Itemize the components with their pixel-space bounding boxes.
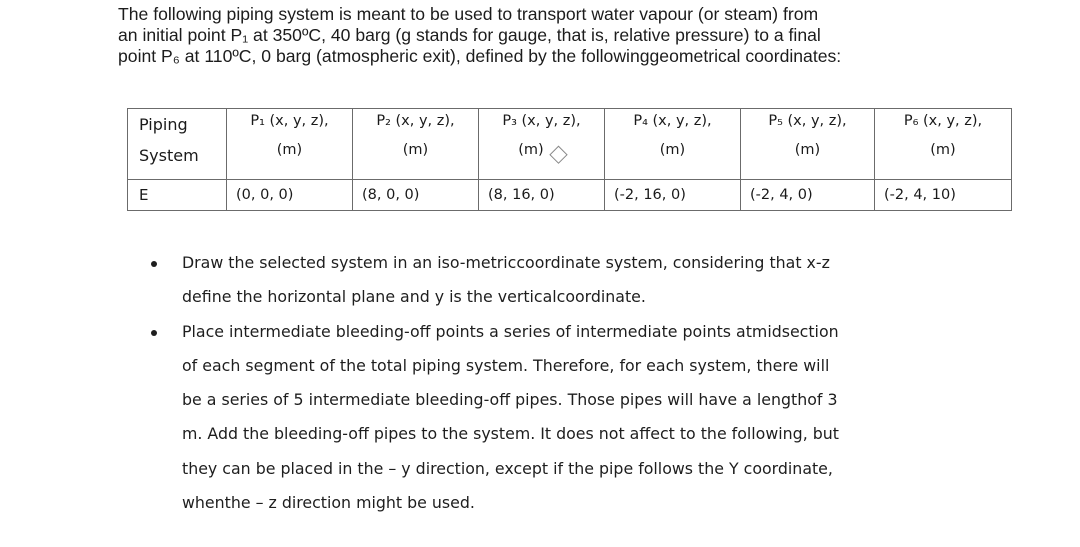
header-p3-label: P₃ (x, y, z), (502, 113, 581, 129)
task-line: Draw the selected system in an iso-metriccoordinate system, considering that x-z (182, 253, 830, 272)
header-p2-label: P₂ (x, y, z), (376, 113, 455, 129)
cursor-icon (549, 145, 567, 163)
header-p2-unit: (m) (402, 142, 429, 158)
header-p6-unit: (m) (930, 142, 956, 158)
row-p2-cell: (8, 0, 0) (353, 180, 479, 211)
row-p3-cell: (8, 16, 0) (479, 180, 605, 211)
header-p1-label: P₁ (x, y, z), (250, 113, 329, 129)
header-p6-label: P₆ (x, y, z), (903, 113, 983, 129)
intro-line: The following piping system is meant to be used to transport water vapour (or steam) from (118, 4, 819, 24)
header-p3-unit-text: (m) (518, 142, 544, 158)
row-p6-cell: (-2, 4, 10) (875, 180, 1012, 211)
header-p4-label: P₄ (x, y, z), (633, 113, 712, 129)
header-p5-unit: (m) (794, 142, 821, 158)
intro-line: an initial point P₁ at 350ºC, 40 barg (g stands for gauge, that is, relative pressure) to a final (118, 25, 821, 45)
header-p1 (227, 109, 353, 180)
intro-paragraph (118, 4, 1068, 67)
task-line: Place intermediate bleeding-off points a series of intermediate points atmidsection (182, 321, 839, 341)
header-piping-system (128, 109, 227, 180)
header-p4-unit: (m) (659, 142, 686, 158)
header-p3 (479, 109, 605, 180)
task-line: be a series of 5 intermediate bleeding-off pipes. Those pipes will have a lengthof 3 (182, 390, 838, 410)
task-line: whenthe – z direction might be used. (182, 493, 475, 513)
header-p1-unit: (m) (276, 142, 303, 158)
bullet-icon (151, 330, 157, 336)
row-p1-cell: (0, 0, 0) (227, 180, 353, 211)
table-row (128, 180, 1012, 211)
header-p5-label: P₅ (x, y, z), (768, 113, 847, 129)
row-p4-cell: (-2, 16, 0) (605, 180, 741, 211)
header-piping-label: Piping (139, 115, 188, 134)
task-line: define the horizontal plane and y is the verticalcoordinate. (182, 287, 646, 307)
header-p5 (741, 109, 875, 180)
table-header-row (128, 109, 1012, 180)
task-line: m. Add the bleeding-off pipes to the system. It does not affect to the following, but (182, 424, 839, 444)
row-system-cell: E (128, 180, 227, 211)
bullet-icon (151, 261, 157, 267)
row-p5-cell: (-2, 4, 0) (741, 180, 875, 211)
list-item (150, 315, 990, 521)
intro-line: point P₆ at 110ºC, 0 barg (atmospheric exit), defined by the followinggeometrical coordinates: (118, 46, 842, 66)
task-line: they can be placed in the – y direction, except if the pipe follows the Y coordinate, (182, 458, 833, 478)
header-p3-unit (479, 142, 604, 158)
header-p4 (605, 109, 741, 180)
header-p2 (353, 109, 479, 180)
coordinates-table (127, 108, 1012, 211)
list-item (150, 246, 990, 315)
task-line: of each segment of the total piping system. Therefore, for each system, there will (182, 355, 830, 375)
task-list (150, 246, 990, 520)
header-system-label: System (139, 146, 199, 165)
header-p6 (875, 109, 1012, 180)
